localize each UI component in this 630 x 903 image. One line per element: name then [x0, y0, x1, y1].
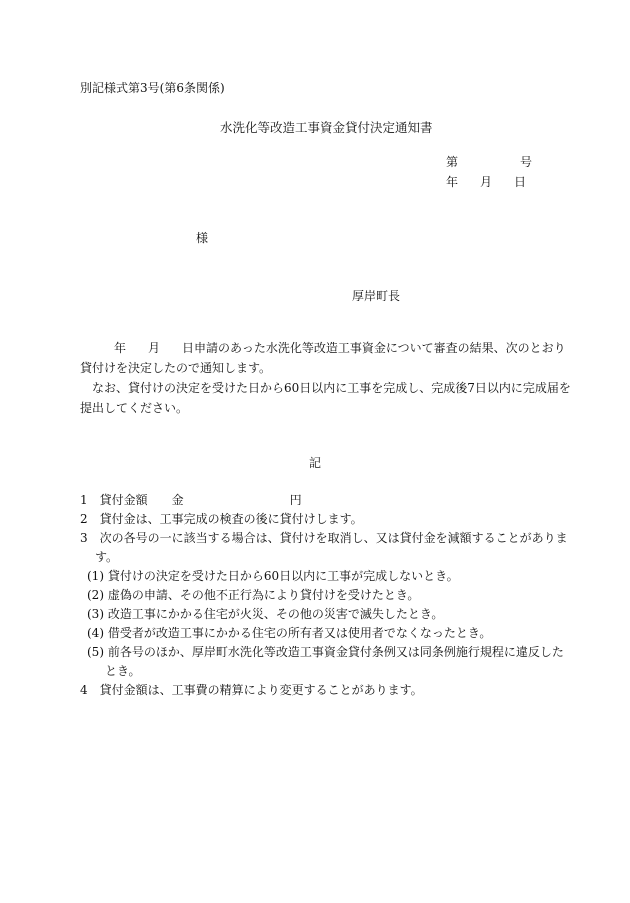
- item-4: 4 貸付金額は、工事費の精算により変更することがあります。: [80, 683, 423, 697]
- date-year: 年: [446, 175, 459, 189]
- item-1-kin: 金: [171, 493, 184, 507]
- issue-date: [446, 174, 526, 190]
- sub-item-3: (3) 改造工事にかかる住宅が火災、その他の災害で滅失したとき。: [87, 607, 444, 621]
- sub-item-5-line-1: (5) 前各号のほか、厚岸町水洗化等改造工事資金貸付条例又は同条例施行規程に違反した: [87, 645, 564, 659]
- sender-name: 厚岸町長: [352, 289, 401, 303]
- item-3-line-1: 3 次の各号の一に該当する場合は、貸付けを取消し、又は貸付金を減額することがありま: [80, 531, 568, 545]
- item-1: [80, 492, 560, 508]
- sub-item-1: (1) 貸付けの決定を受けた日から60日以内に工事が完成しないとき。: [87, 569, 459, 583]
- body-text: なお、貸付けの決定を受けた日から60日以内に工事を完成し、完成後7日以内に完成届を: [92, 381, 571, 395]
- sub-item-2: (2) 虚偽の申請、その他不正行為により貸付けを受けたとき。: [87, 588, 420, 602]
- body-month: 月: [148, 341, 161, 355]
- item-1-yen: 円: [289, 493, 302, 507]
- document-title: 水洗化等改造工事資金貸付決定通知書: [220, 120, 433, 135]
- number-suffix: 号: [520, 155, 533, 169]
- form-reference: 別記様式第3号(第6条関係): [80, 81, 225, 95]
- sub-item-5-line-2: とき。: [105, 664, 141, 678]
- ki-heading: 記: [309, 456, 322, 470]
- date-month: 月: [480, 175, 493, 189]
- body-paragraph-2-line-2: 提出してください。: [80, 401, 189, 415]
- body-paragraph-1-line-1: [80, 340, 566, 356]
- item-3-line-2: す。: [95, 550, 119, 564]
- item-1-label: 貸付金額: [99, 493, 148, 507]
- date-day: 日: [514, 175, 527, 189]
- body-paragraph-2-line-1: [80, 380, 571, 396]
- document-number: [446, 154, 532, 170]
- body-text: 日申請のあった水洗化等改造工事資金について審査の結果、次のとおり: [182, 341, 566, 355]
- item-2: 2 貸付金は、工事完成の検査の後に貸付けします。: [80, 512, 363, 526]
- sub-item-4: (4) 借受者が改造工事にかかる住宅の所有者又は使用者でなくなったとき。: [87, 626, 492, 640]
- body-year: 年: [114, 341, 127, 355]
- number-prefix: 第: [446, 155, 459, 169]
- item-1-number: 1: [80, 493, 88, 507]
- body-paragraph-1-line-2: 貸付けを決定したので通知します。: [80, 361, 272, 375]
- addressee-suffix: 様: [196, 231, 209, 245]
